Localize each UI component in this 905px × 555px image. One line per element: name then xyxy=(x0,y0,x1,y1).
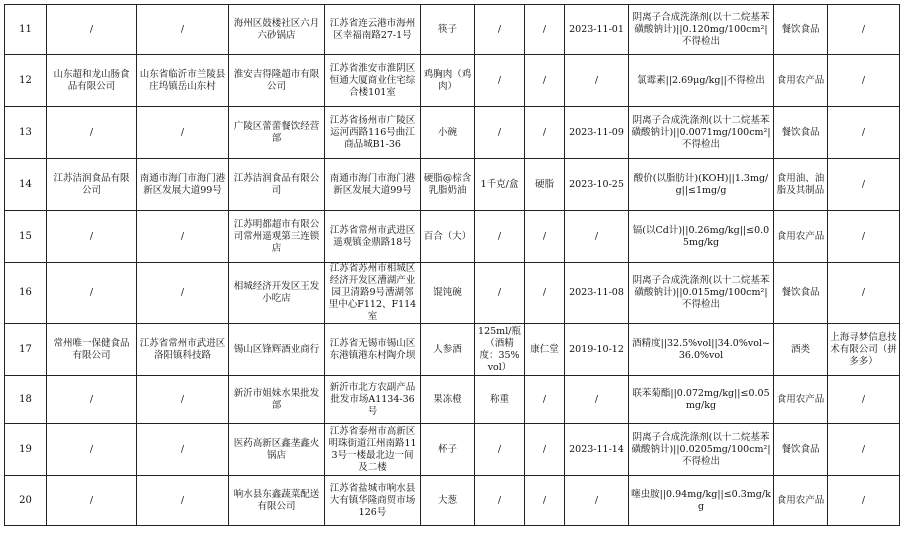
cell-row-number: 13 xyxy=(5,107,47,159)
cell-specification: 1千克/盒 xyxy=(475,159,525,211)
cell-sample-name: 馄饨碗 xyxy=(421,263,475,324)
cell-producer-name: / xyxy=(47,376,137,424)
table-row xyxy=(5,159,900,211)
cell-row-number: 16 xyxy=(5,263,47,324)
cell-producer-address: 南通市海门市海门港新区发展大道99号 xyxy=(137,159,229,211)
cell-producer-address: 山东省临沂市兰陵县庄坞镇岳山东村 xyxy=(137,55,229,107)
cell-failed-item: 阴离子合成洗涤剂(以十二烷基苯磺酸钠计)||0.015mg/100cm²|不得检出 xyxy=(629,263,774,324)
cell-specification: / xyxy=(475,476,525,526)
cell-note: / xyxy=(828,424,900,476)
cell-sample-name: 人参酒 xyxy=(421,324,475,376)
cell-food-category: 餐饮食品 xyxy=(774,263,828,324)
cell-brand: / xyxy=(525,55,565,107)
cell-seller-address: 江苏省无锡市锡山区东港镇港东村陶介坝 xyxy=(325,324,421,376)
table-row xyxy=(5,476,900,526)
cell-food-category: 食用油、油脂及其制品 xyxy=(774,159,828,211)
cell-specification: / xyxy=(475,211,525,263)
table-row xyxy=(5,424,900,476)
table-row xyxy=(5,5,900,55)
cell-seller-name: 相城经济开发区王发小吃店 xyxy=(229,263,325,324)
cell-note: / xyxy=(828,211,900,263)
cell-seller-address: 江苏省盐城市响水县大有镇华隆商贸市场126号 xyxy=(325,476,421,526)
cell-seller-name: 新沂市姐妹水果批发部 xyxy=(229,376,325,424)
table-row xyxy=(5,263,900,324)
inspection-results-table xyxy=(4,4,900,526)
cell-seller-address: 江苏省扬州市广陵区运河西路116号曲江商品城B1-36 xyxy=(325,107,421,159)
cell-sample-name: 大葱 xyxy=(421,476,475,526)
cell-specification: / xyxy=(475,263,525,324)
cell-failed-item: 阴离子合成洗涤剂(以十二烷基苯磺酸钠计)||0.0071mg/100cm²|不得检出 xyxy=(629,107,774,159)
table-row xyxy=(5,55,900,107)
cell-failed-item: 氯霉素||2.69μg/kg||不得检出 xyxy=(629,55,774,107)
cell-row-number: 19 xyxy=(5,424,47,476)
cell-production-date: 2023-11-08 xyxy=(565,263,629,324)
cell-seller-name: 江苏洁润食品有限公司 xyxy=(229,159,325,211)
cell-brand: / xyxy=(525,211,565,263)
cell-production-date: / xyxy=(565,376,629,424)
cell-note: / xyxy=(828,107,900,159)
cell-sample-name: 硬脂@棕含乳脂奶油 xyxy=(421,159,475,211)
cell-producer-name: 江苏洁润食品有限公司 xyxy=(47,159,137,211)
cell-failed-item: 酸价(以脂肪计)(KOH)||1.3mg/g||≤1mg/g xyxy=(629,159,774,211)
cell-seller-name: 医药高新区鑫垄鑫火锅店 xyxy=(229,424,325,476)
table-row xyxy=(5,211,900,263)
cell-specification: / xyxy=(475,424,525,476)
cell-failed-item: 镉(以Cd计)||0.26mg/kg||≤0.05mg/kg xyxy=(629,211,774,263)
cell-producer-address: / xyxy=(137,263,229,324)
cell-production-date: / xyxy=(565,211,629,263)
cell-producer-address: / xyxy=(137,5,229,55)
cell-sample-name: 鸡胸肉（鸡肉） xyxy=(421,55,475,107)
cell-note: / xyxy=(828,55,900,107)
cell-seller-address: 江苏省常州市武进区遥观镇金鼎路18号 xyxy=(325,211,421,263)
cell-brand: / xyxy=(525,476,565,526)
cell-food-category: 食用农产品 xyxy=(774,55,828,107)
cell-failed-item: 阴离子合成洗涤剂(以十二烷基苯磺酸钠计)||0.120mg/100cm²|不得检出 xyxy=(629,5,774,55)
cell-food-category: 餐饮食品 xyxy=(774,5,828,55)
cell-row-number: 15 xyxy=(5,211,47,263)
cell-producer-address: / xyxy=(137,376,229,424)
cell-specification: 125ml/瓶（酒精度：35%vol） xyxy=(475,324,525,376)
cell-producer-address: 江苏省常州市武进区洛阳镇科技路 xyxy=(137,324,229,376)
cell-production-date: 2019-10-12 xyxy=(565,324,629,376)
table-row xyxy=(5,107,900,159)
inspection-table-sheet xyxy=(4,4,900,526)
cell-failed-item: 阴离子合成洗涤剂(以十二烷基苯磺酸钠计)||0.0205mg/100cm²|不得检出 xyxy=(629,424,774,476)
cell-brand: / xyxy=(525,376,565,424)
cell-food-category: 食用农产品 xyxy=(774,211,828,263)
cell-note: / xyxy=(828,376,900,424)
cell-food-category: 餐饮食品 xyxy=(774,107,828,159)
cell-specification: / xyxy=(475,5,525,55)
cell-food-category: 餐饮食品 xyxy=(774,424,828,476)
cell-brand: / xyxy=(525,107,565,159)
cell-specification: / xyxy=(475,107,525,159)
cell-production-date: 2023-10-25 xyxy=(565,159,629,211)
cell-seller-name: 锡山区锋辉酒业商行 xyxy=(229,324,325,376)
cell-producer-name: 山东超和龙山肠食品有限公司 xyxy=(47,55,137,107)
cell-seller-address: 江苏省连云港市海州区幸福南路27-1号 xyxy=(325,5,421,55)
cell-production-date: 2023-11-14 xyxy=(565,424,629,476)
cell-seller-address: 江苏省泰州市高新区明珠街道江州南路113号一楼最北边一间及二楼 xyxy=(325,424,421,476)
cell-producer-address: / xyxy=(137,476,229,526)
cell-production-date: 2023-11-01 xyxy=(565,5,629,55)
cell-failed-item: 联苯菊酯||0.072mg/kg||≤0.05mg/kg xyxy=(629,376,774,424)
cell-production-date: 2023-11-09 xyxy=(565,107,629,159)
cell-food-category: 酒类 xyxy=(774,324,828,376)
cell-row-number: 12 xyxy=(5,55,47,107)
cell-specification: / xyxy=(475,55,525,107)
cell-sample-name: 百合（大） xyxy=(421,211,475,263)
cell-failed-item: 噻虫胺||0.94mg/kg||≤0.3mg/kg xyxy=(629,476,774,526)
cell-producer-address: / xyxy=(137,107,229,159)
cell-seller-name: 广陵区蕾蕾餐饮经营部 xyxy=(229,107,325,159)
cell-production-date: / xyxy=(565,55,629,107)
cell-note: / xyxy=(828,159,900,211)
table-row xyxy=(5,324,900,376)
cell-row-number: 20 xyxy=(5,476,47,526)
cell-production-date: / xyxy=(565,476,629,526)
cell-note: 上海寻梦信息技术有限公司（拼多多） xyxy=(828,324,900,376)
cell-brand: 康仁堂 xyxy=(525,324,565,376)
cell-brand: / xyxy=(525,424,565,476)
cell-row-number: 14 xyxy=(5,159,47,211)
cell-row-number: 18 xyxy=(5,376,47,424)
cell-note: / xyxy=(828,5,900,55)
cell-producer-name: / xyxy=(47,5,137,55)
cell-note: / xyxy=(828,476,900,526)
cell-seller-address: 新沂市北方农副产品批发市场A1134-36号 xyxy=(325,376,421,424)
cell-note: / xyxy=(828,263,900,324)
cell-seller-name: 海州区鼓楼社区六月六砂锅店 xyxy=(229,5,325,55)
cell-brand: / xyxy=(525,263,565,324)
cell-brand: 硬脂 xyxy=(525,159,565,211)
cell-sample-name: 果冻橙 xyxy=(421,376,475,424)
cell-failed-item: 酒精度||32.5%vol||34.0%vol~36.0%vol xyxy=(629,324,774,376)
cell-sample-name: 杯子 xyxy=(421,424,475,476)
cell-seller-name: 响水县东鑫蔬菜配送有限公司 xyxy=(229,476,325,526)
cell-specification: 称重 xyxy=(475,376,525,424)
cell-row-number: 17 xyxy=(5,324,47,376)
table-row xyxy=(5,376,900,424)
cell-row-number: 11 xyxy=(5,5,47,55)
cell-seller-address: 江苏省淮安市淮阴区恒通大厦商业住宅综合楼101室 xyxy=(325,55,421,107)
cell-sample-name: 筷子 xyxy=(421,5,475,55)
cell-producer-name: 常州唯一保健食品有限公司 xyxy=(47,324,137,376)
cell-producer-name: / xyxy=(47,424,137,476)
cell-food-category: 食用农产品 xyxy=(774,476,828,526)
cell-seller-address: 南通市海门市海门港新区发展大道99号 xyxy=(325,159,421,211)
cell-producer-name: / xyxy=(47,263,137,324)
cell-producer-address: / xyxy=(137,211,229,263)
cell-producer-name: / xyxy=(47,476,137,526)
cell-producer-name: / xyxy=(47,107,137,159)
cell-producer-name: / xyxy=(47,211,137,263)
cell-brand: / xyxy=(525,5,565,55)
cell-food-category: 食用农产品 xyxy=(774,376,828,424)
cell-seller-name: 淮安吉得隆超市有限公司 xyxy=(229,55,325,107)
cell-seller-address: 江苏省苏州市相城区经济开发区漕湖产业园卫清路9号漕湖邻里中心F112、F114室 xyxy=(325,263,421,324)
cell-producer-address: / xyxy=(137,424,229,476)
cell-sample-name: 小碗 xyxy=(421,107,475,159)
cell-seller-name: 江苏明都超市有限公司常州遥观第三连锁店 xyxy=(229,211,325,263)
